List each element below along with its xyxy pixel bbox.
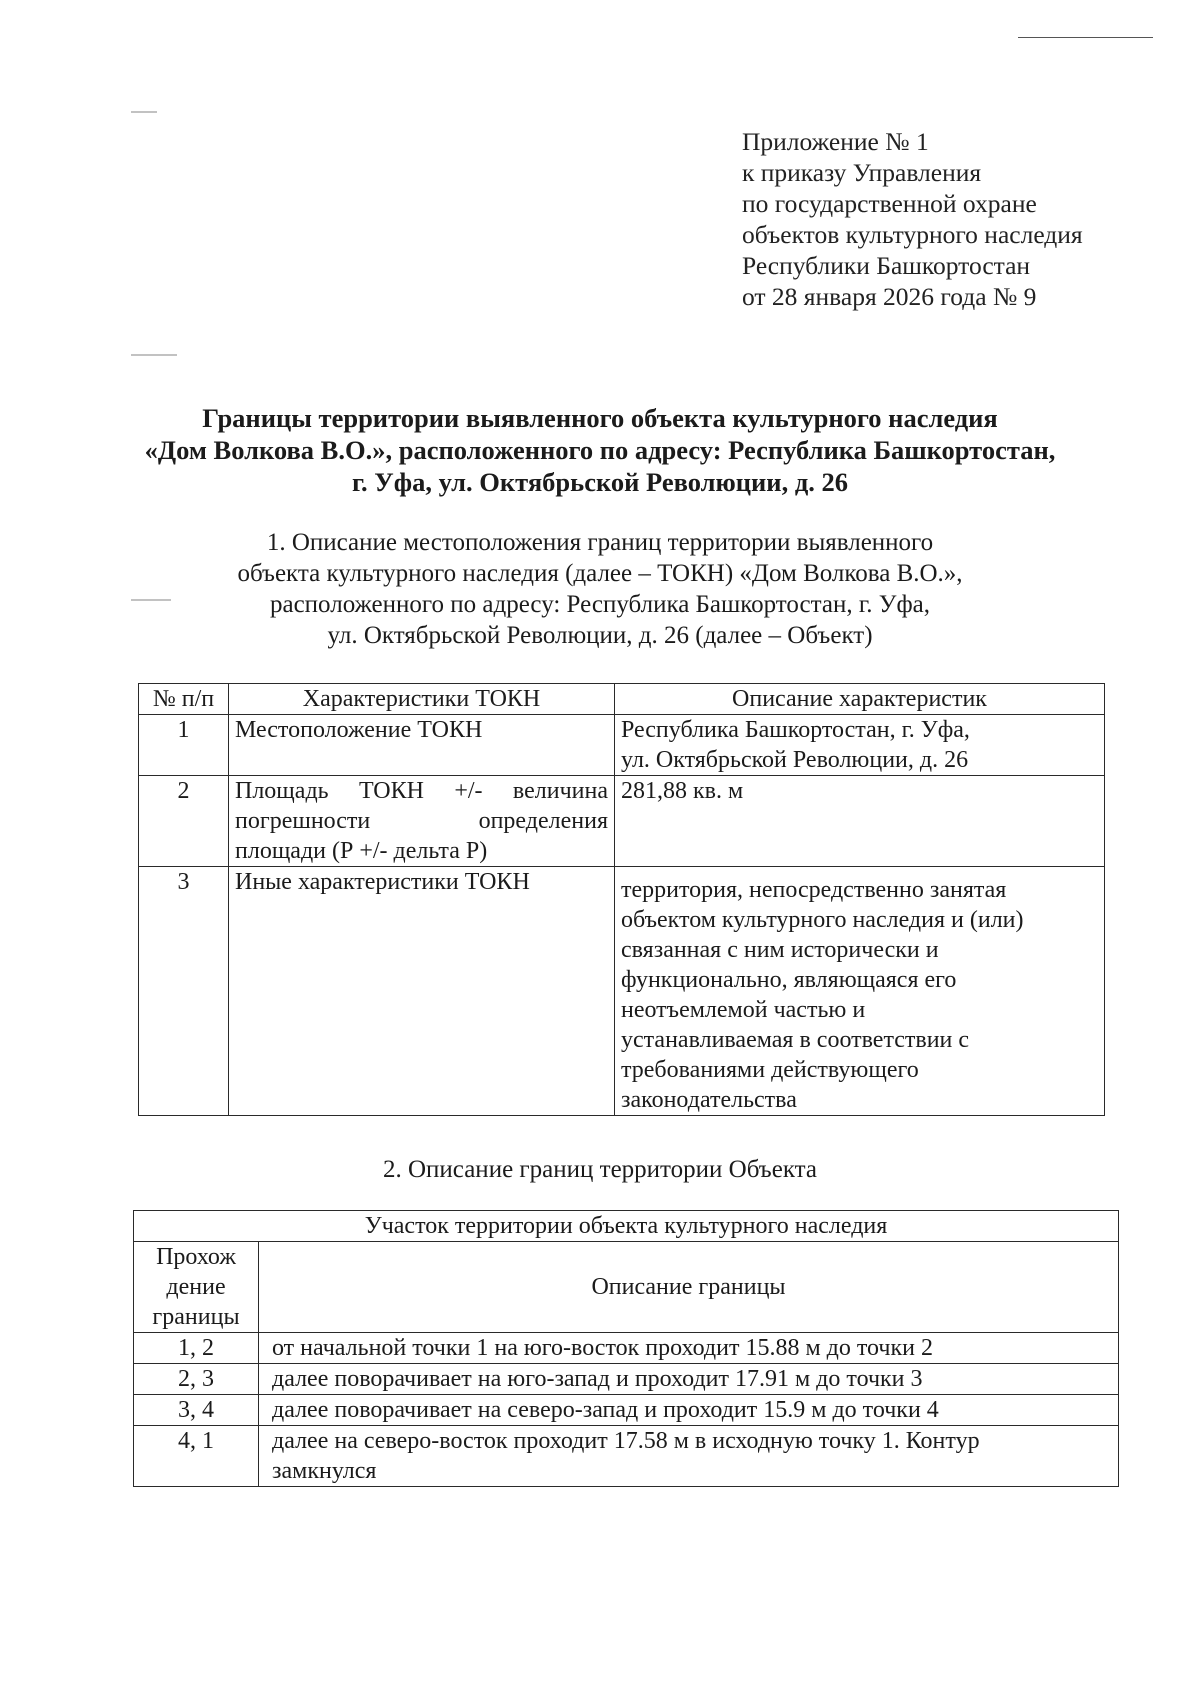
- annex-line: Республики Башкортостан: [742, 251, 1031, 280]
- cell-line: устанавливаемая в соответствии с: [621, 1027, 970, 1053]
- cell-line: замкнулся: [272, 1458, 377, 1484]
- table-row: [134, 1426, 1119, 1487]
- column-header: Характеристики ТОКН: [229, 684, 615, 715]
- cell-line: Иные характеристики ТОКН: [235, 869, 530, 895]
- cell-line: далее поворачивает на юго-запад и проходит 17.91 м до точки 3: [272, 1366, 923, 1392]
- cell-line: связанная с ним исторически и: [621, 937, 939, 963]
- cell-line: 281,88 кв. м: [621, 778, 744, 804]
- characteristic-cell: [229, 715, 615, 776]
- document-title: [100, 402, 1100, 498]
- characteristics-table: [138, 683, 1105, 1116]
- table-row: [139, 776, 1105, 867]
- cell-line: объектом культурного наследия и (или): [621, 907, 1024, 933]
- header-line: границы: [152, 1304, 240, 1330]
- description-cell: [615, 867, 1105, 1116]
- segment-cell: 3, 4: [134, 1395, 259, 1426]
- column-header-passage: [134, 1242, 259, 1333]
- annex-header: [742, 126, 1162, 312]
- boundary-description-cell: [259, 1426, 1119, 1487]
- table-row: [139, 867, 1105, 1116]
- scan-speck: [131, 111, 157, 113]
- cell-line: от начальной точки 1 на юго-восток проходит 15.88 м до точки 2: [272, 1335, 933, 1361]
- description-cell: [615, 715, 1105, 776]
- boundary-description-cell: [259, 1364, 1119, 1395]
- scan-artifact-line: [1018, 37, 1153, 38]
- boundary-description-cell: [259, 1333, 1119, 1364]
- characteristic-cell: [229, 867, 615, 1116]
- segment-cell: 1, 2: [134, 1333, 259, 1364]
- cell-line: Местоположение ТОКН: [235, 717, 483, 743]
- title-line: г. Уфа, ул. Октябрьской Революции, д. 26: [352, 467, 848, 497]
- cell-line: Площадь ТОКН +/- величина: [235, 778, 608, 804]
- cell-line: площади (Р +/- дельта Р): [235, 838, 488, 864]
- annex-line: к приказу Управления: [742, 158, 982, 187]
- annex-line: по государственной охране: [742, 189, 1037, 218]
- column-header-description: Описание границы: [259, 1242, 1119, 1333]
- column-header: № п/п: [139, 684, 229, 715]
- section1-line: расположенного по адресу: Республика Башкортостан, г. Уфа,: [269, 591, 931, 618]
- title-line: Границы территории выявленного объекта культурного наследия: [202, 403, 998, 433]
- cell-line: законодательства: [621, 1087, 797, 1113]
- boundary-table: [133, 1210, 1119, 1487]
- section2-heading: 2. Описание границ территории Объекта: [383, 1156, 817, 1183]
- cell-line: далее на северо-восток проходит 17.58 м в исходную точку 1. Контур: [272, 1428, 980, 1454]
- segment-cell: 4, 1: [134, 1426, 259, 1487]
- cell-line: функционально, являющаяся его: [621, 967, 957, 993]
- cell-line: неотъемлемой частью и: [621, 997, 866, 1023]
- section1-line: ул. Октябрьской Революции, д. 26 (далее – Объект): [327, 622, 873, 649]
- table-row: [139, 715, 1105, 776]
- row-number: 3: [139, 867, 229, 1116]
- cell-line: ул. Октябрьской Революции, д. 26: [621, 747, 969, 773]
- section1-line: 1. Описание местоположения границ территории выявленного: [266, 529, 934, 556]
- table-row: [134, 1395, 1119, 1426]
- annex-line: объектов культурного наследия: [742, 220, 1083, 249]
- cell-line: Республика Башкортостан, г. Уфа,: [621, 717, 970, 743]
- table-row: [134, 1364, 1119, 1395]
- table-caption: Участок территории объекта культурного наследия: [134, 1211, 1119, 1242]
- characteristic-cell: [229, 776, 615, 867]
- column-header: Описание характеристик: [615, 684, 1105, 715]
- annex-line: Приложение № 1: [742, 127, 929, 156]
- section1-heading: [150, 527, 1050, 651]
- header-line: Прохож: [156, 1244, 236, 1270]
- cell-line: далее поворачивает на северо-запад и проходит 15.9 м до точки 4: [272, 1397, 939, 1423]
- row-number: 1: [139, 715, 229, 776]
- title-line: «Дом Волкова В.О.», расположенного по адресу: Республика Башкортостан,: [144, 435, 1056, 465]
- annex-line: от 28 января 2026 года № 9: [742, 282, 1037, 311]
- header-line: дение: [166, 1274, 226, 1300]
- scan-speck: [131, 354, 177, 356]
- table-header-row: [139, 684, 1105, 715]
- cell-line: требованиями действующего: [621, 1057, 919, 1083]
- table-header-row: [134, 1242, 1119, 1333]
- description-cell: [615, 776, 1105, 867]
- cell-line: территория, непосредственно занятая: [621, 877, 1007, 903]
- boundary-description-cell: [259, 1395, 1119, 1426]
- table-row: [134, 1333, 1119, 1364]
- segment-cell: 2, 3: [134, 1364, 259, 1395]
- cell-line: погрешности определения: [235, 808, 608, 834]
- row-number: 2: [139, 776, 229, 867]
- section1-line: объекта культурного наследия (далее – ТОКН) «Дом Волкова В.О.»,: [237, 560, 963, 587]
- table-caption-row: [134, 1211, 1119, 1242]
